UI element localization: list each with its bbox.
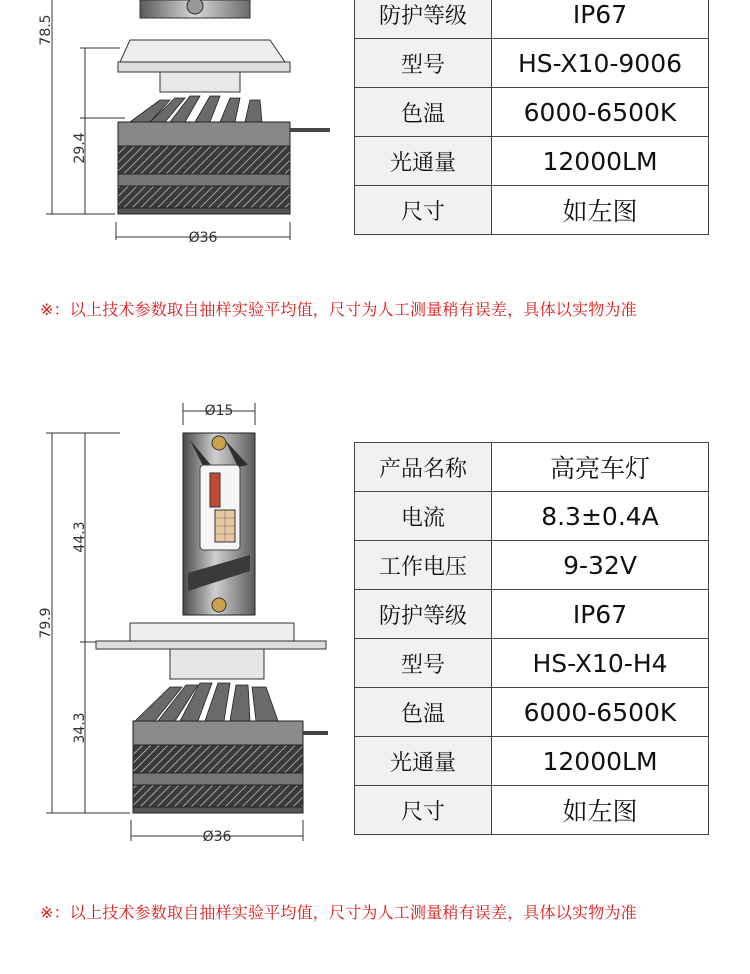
table-row (355, 541, 709, 590)
dim-width-top: Ø15 (204, 403, 234, 419)
spec-value: 8.3±0.4A (492, 492, 709, 541)
spec-label: 光通量 (355, 137, 492, 186)
dim-diameter: Ø36 (202, 829, 232, 845)
spec-table-9006 (354, 0, 709, 235)
spec-value: 6000-6500K (492, 688, 709, 737)
table-row (355, 88, 709, 137)
spec-value: 如左图 (492, 786, 709, 835)
spec-label: 尺寸 (355, 786, 492, 835)
table-row (355, 786, 709, 835)
spec-table-h4 (354, 442, 709, 835)
table-row (355, 590, 709, 639)
spec-label: 型号 (355, 39, 492, 88)
disclaimer-note: ※：以上技术参数取自抽样实验平均值，尺寸为人工测量稍有误差，具体以实物为准 (40, 300, 637, 319)
table-row (355, 492, 709, 541)
table-row (355, 39, 709, 88)
spec-label: 型号 (355, 639, 492, 688)
spec-value: 如左图 (492, 186, 709, 235)
dim-diameter: Ø36 (188, 230, 218, 246)
table-row (355, 186, 709, 235)
spec-label: 防护等级 (355, 0, 492, 39)
spec-value: 12000LM (492, 737, 709, 786)
spec-label: 防护等级 (355, 590, 492, 639)
bulb-drawing-h4 (0, 395, 340, 855)
spec-value: IP67 (492, 0, 709, 39)
spec-label: 电流 (355, 492, 492, 541)
spec-value: HS-X10-9006 (492, 39, 709, 88)
table-row (355, 443, 709, 492)
dim-height-total: 79.9 (38, 607, 54, 639)
spec-label: 产品名称 (355, 443, 492, 492)
table-row (355, 0, 709, 39)
spec-label: 尺寸 (355, 186, 492, 235)
spec-label: 工作电压 (355, 541, 492, 590)
spec-label: 光通量 (355, 737, 492, 786)
table-row (355, 137, 709, 186)
dim-height-upper: 44.3 (72, 521, 88, 553)
dim-height-lower: 29.4 (72, 132, 88, 164)
spec-value: 6000-6500K (492, 88, 709, 137)
table-row (355, 639, 709, 688)
dim-height-lower: 34.3 (72, 712, 88, 744)
spec-value: 高亮车灯 (492, 443, 709, 492)
spec-value: HS-X10-H4 (492, 639, 709, 688)
dim-height-total: 78.5 (38, 14, 54, 46)
spec-label: 色温 (355, 88, 492, 137)
spec-value: 9-32V (492, 541, 709, 590)
spec-value: 12000LM (492, 137, 709, 186)
spec-value: IP67 (492, 590, 709, 639)
disclaimer-note: ※：以上技术参数取自抽样实验平均值，尺寸为人工测量稍有误差，具体以实物为准 (40, 903, 637, 922)
bulb-drawing-9006 (0, 0, 340, 250)
spec-label: 色温 (355, 688, 492, 737)
table-row (355, 688, 709, 737)
table-row (355, 737, 709, 786)
